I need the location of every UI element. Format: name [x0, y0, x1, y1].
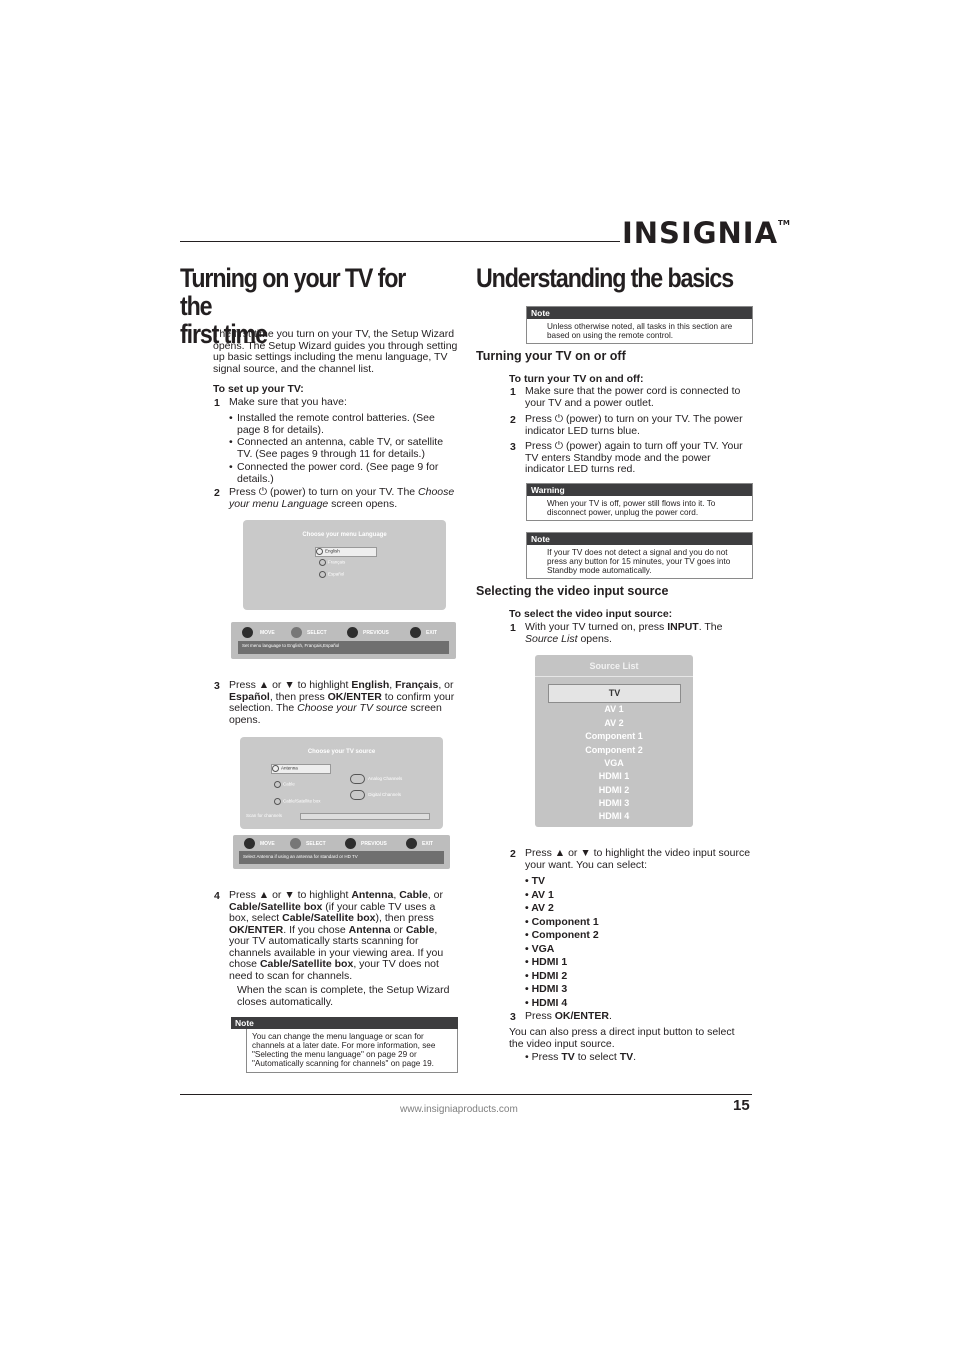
video-subheading: To select the video input source: [509, 608, 673, 620]
list-item: • HDMI 1 [525, 956, 568, 968]
step-number: 1 [510, 386, 516, 398]
turn-step1: Make sure that the power cord is connected to your TV and a power outlet. [525, 385, 741, 409]
menu-icon [345, 838, 356, 849]
select-label: SELECT [306, 841, 326, 847]
previous-label: PREVIOUS [363, 630, 389, 636]
step-number: 2 [214, 487, 220, 499]
language-screen [243, 520, 446, 610]
source-item[interactable]: Component 1 [585, 731, 643, 741]
step-number: 1 [214, 397, 220, 409]
list-item: • [229, 461, 233, 473]
move-icon [244, 838, 255, 849]
ok-icon [290, 838, 301, 849]
scan-label: Scan for channels [246, 813, 283, 818]
step3-text: Press ▲ or ▼ to highlight English, Français, or Español, then press OK/ENTER to confirm your selection. The Choose your TV source screen opens. [229, 679, 455, 726]
power-icon: ⏻ [554, 440, 564, 452]
note-text: If your TV does not detect a signal and you do not press any button for 15 minutes, your TV goes into Standby mode automatically. [547, 548, 731, 575]
screen-title: Choose your TV source [307, 749, 376, 755]
option-cable[interactable]: Cable [274, 781, 295, 788]
language-button-bar [231, 622, 456, 659]
source-item[interactable]: VGA [604, 758, 624, 768]
option-antenna[interactable]: Antenna [271, 764, 331, 774]
select-label: SELECT [307, 630, 327, 636]
note-label: Note [527, 533, 752, 545]
right-note-2 [526, 532, 753, 579]
source-item[interactable]: AV 2 [604, 718, 624, 728]
step-number: 1 [510, 622, 516, 634]
note-text: You can change the menu language or scan for channels at a later date. For more information, see "Selecting the menu language" on page 29 or "Automatically scanning for channels" on page 19. [252, 1032, 436, 1068]
video-step1: With your TV turned on, press INPUT. The Source List opens. [525, 621, 723, 645]
move-label: MOVE [260, 630, 275, 636]
option-espanol[interactable]: Español [319, 571, 344, 578]
warning-text: When your TV is off, power still flows into it. To disconnect power, unplug the power cord. [547, 499, 716, 517]
right-note-1 [526, 306, 753, 344]
step-number: 2 [510, 848, 516, 860]
power-icon: ⏻ [258, 486, 268, 498]
source-item[interactable]: HDMI 2 [598, 785, 630, 795]
setup-heading: To set up your TV: [213, 383, 304, 395]
digital-channels: Digital Channels [350, 790, 401, 800]
note-text: Unless otherwise noted, all tasks in this section are based on using the remote control. [547, 322, 733, 340]
list-item: • Component 2 [525, 929, 599, 941]
source-item-selected[interactable]: TV [548, 684, 681, 703]
footer-rule [180, 1094, 752, 1095]
option-cable-satellite[interactable]: Cable/Satellite box [274, 798, 321, 805]
video-step2: Press ▲ or ▼ to highlight the video input source your want. You can select: [525, 847, 751, 871]
tv-source-screen [240, 737, 443, 829]
list-item: • [229, 412, 233, 424]
list-item: • AV 2 [525, 902, 554, 914]
step2-text: Press ⏻ (power) to turn on your TV. The Choose your menu Language screen opens. [229, 486, 455, 510]
list-item: Connected an antenna, cable TV, or satellite TV. (See pages 9 through 11 for details.) [237, 436, 444, 460]
source-item[interactable]: HDMI 3 [598, 798, 630, 808]
page-number: 15 [733, 1097, 750, 1114]
exit-label: EXIT [426, 630, 438, 636]
step-number: 3 [214, 680, 220, 692]
source-item[interactable]: HDMI 4 [598, 811, 630, 821]
option-english[interactable]: English [315, 547, 377, 557]
video-heading: Selecting the video input source [476, 584, 669, 598]
video-step3: Press OK/ENTER. [525, 1010, 612, 1022]
insignia-logo: INSIGNIA™ [622, 216, 790, 250]
exit-label: EXIT [422, 841, 434, 847]
turn-step3: Press ⏻ (power) again to turn off your TV. Your TV enters Standby mode and the power indicator LED turns red. [525, 440, 743, 475]
analog-channels: Analog Channels [350, 774, 402, 784]
list-item: • HDMI 4 [525, 996, 568, 1009]
left-note [235, 1017, 458, 1073]
previous-label: PREVIOUS [361, 841, 387, 847]
step4-text: Press ▲ or ▼ to highlight Antenna, Cable, or Cable/Satellite box (if your cable TV uses a box, select Cable/Satellite box), then press OK/ENTER. If you chose Antenna or Cable, your TV automatically starts scanning for channels available in your viewing area. If you chose Cable/Satellite box, your TV does not need to scan for channels. [229, 889, 444, 982]
note-label: Note [527, 307, 752, 319]
step-number: 4 [214, 890, 220, 902]
source-item[interactable]: HDMI 1 [598, 771, 630, 781]
step-number: 3 [510, 441, 516, 453]
exit-icon [406, 838, 417, 849]
warning-label: Warning [527, 484, 752, 496]
scan-complete-text: When the scan is complete, the Setup Wizard closes automatically. [237, 984, 450, 1008]
list-item: • TV [525, 875, 546, 887]
source-list-screen [535, 655, 693, 827]
list-item: Installed the remote control batteries. (See page 8 for details). [237, 412, 435, 436]
press-tv-text: • Press TV to select TV. [525, 1051, 637, 1063]
header-rule [180, 241, 620, 242]
right-title: Understanding the basics [476, 263, 734, 293]
left-title: Turning on your TV for the first time [180, 263, 406, 349]
screen-hint: Set menu language to English, Français,Español [242, 643, 340, 648]
intro-paragraph: The first time you turn on your TV, the Setup Wizard opens. The Setup Wizard guides you through setting up basic settings including the menu language, TV signal source, and the channel list. [213, 328, 458, 375]
step1-text: Make sure that you have: [229, 396, 347, 408]
list-item: • Component 1 [525, 915, 599, 928]
step-number: 3 [510, 1011, 516, 1023]
warning-box [526, 483, 753, 521]
screen-hint: Select Antenna if using an antenna for standard or HD TV [243, 854, 358, 859]
step-number: 2 [510, 414, 516, 426]
source-item[interactable]: AV 1 [604, 704, 624, 714]
move-icon [242, 627, 253, 638]
footer-url: www.insigniaproducts.com [400, 1104, 518, 1115]
list-item: Connected the power cord. (See page 9 for details.) [237, 461, 439, 485]
exit-icon [410, 627, 421, 638]
turn-step2: Press ⏻ (power) to turn on your TV. The power indicator LED turns blue. [525, 413, 743, 437]
note-label: Note [231, 1017, 458, 1029]
direct-input-text: You can also press a direct input button to select the video input source. [509, 1026, 735, 1050]
screen-title: Choose your menu Language [302, 532, 387, 538]
turning-heading: Turning your TV on or off [476, 349, 626, 363]
turn-subheading: To turn your TV on and off: [509, 373, 644, 385]
scan-progress-bar [300, 813, 430, 820]
power-icon: ⏻ [554, 413, 564, 425]
list-item: • VGA [525, 942, 555, 955]
source-item[interactable]: Component 2 [585, 745, 643, 755]
list-item: • [229, 436, 233, 448]
list-item: • AV 1 [525, 888, 554, 901]
list-item: • HDMI 2 [525, 969, 568, 982]
menu-icon [347, 627, 358, 638]
source-button-bar [233, 835, 450, 869]
source-options-list [525, 875, 599, 1010]
option-francais[interactable]: Français [319, 559, 345, 566]
ok-icon [291, 627, 302, 638]
source-list-title: Source List [589, 661, 639, 671]
list-item: • HDMI 3 [525, 983, 568, 995]
move-label: MOVE [260, 841, 275, 847]
